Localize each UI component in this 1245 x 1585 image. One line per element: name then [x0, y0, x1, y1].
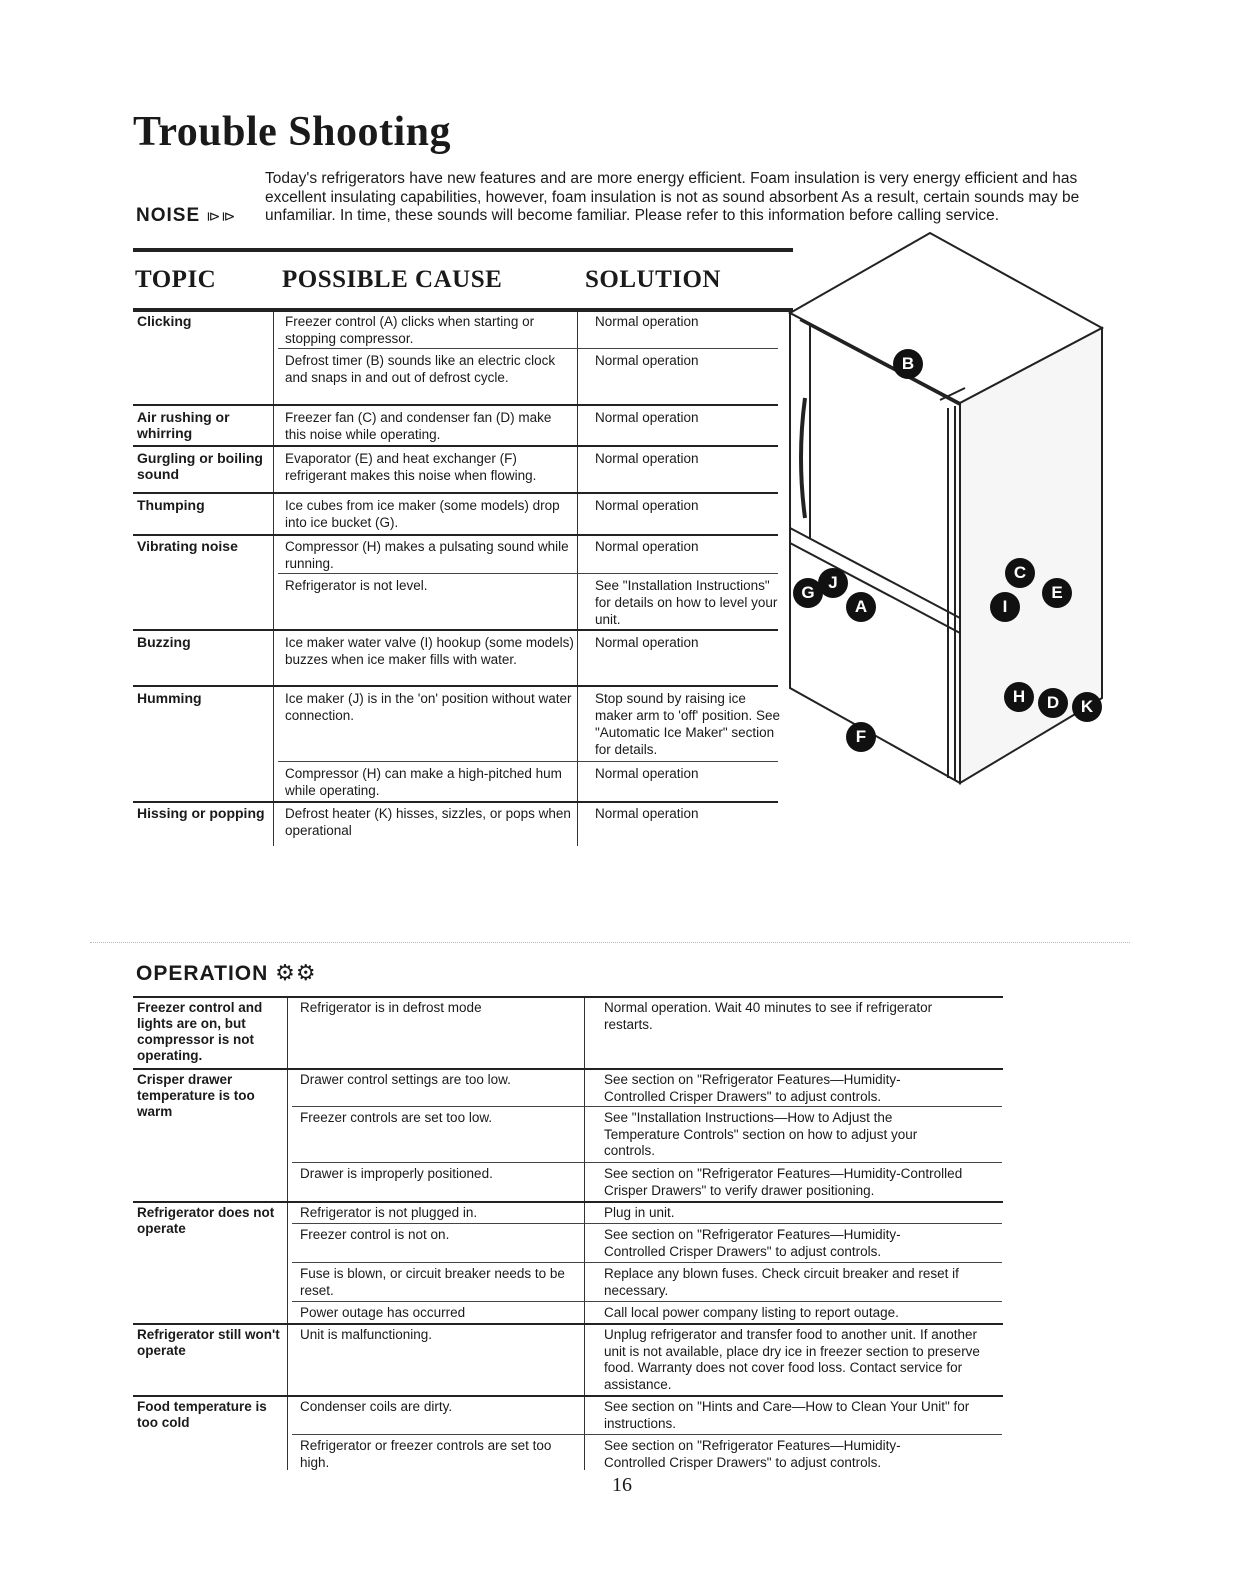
table-row-solution: Normal operation: [595, 451, 699, 466]
table-row-solution: Normal operation: [595, 635, 699, 650]
table-row-topic: Buzzing: [137, 634, 191, 650]
label-badge-b: B: [893, 349, 923, 379]
row-divider: [278, 573, 778, 574]
operation-section-heading: [136, 960, 317, 986]
table-row-solution: Unplug refrigerator and transfer food to another unit. If another unit is not available, place dry ice in freezer section to preserve food. Warranty does not cover food loss. Contact service for assistance.: [604, 1327, 980, 1392]
row-divider: [133, 1068, 1003, 1070]
page-number: 16: [612, 1474, 632, 1496]
table-row-topic: Hissing or popping: [137, 805, 265, 821]
row-divider: [292, 1434, 1002, 1435]
table-row-cause: Evaporator (E) and heat exchanger (F) refrigerant makes this noise when flowing.: [285, 451, 537, 483]
row-divider: [133, 1323, 1003, 1325]
gears-icon: ⚙⚙: [275, 960, 317, 985]
intro-paragraph: Today's refrigerators have new features and are more energy efficient. Foam insulation is very energy efficient and has excellent insulating capabilities, however, foam insulation is not as sound absorbent As a result, certain sounds may be unfamiliar. In time, these sounds will become familiar. Please refer to this information before calling service.: [265, 170, 1080, 224]
table-row-solution: See section on "Refrigerator Features—Humidity-Controlled Crisper Drawers" to verify drawer positioning.: [604, 1166, 963, 1198]
table-row-topic: Thumping: [137, 497, 205, 513]
table-row-cause: Drawer control settings are too low.: [300, 1072, 511, 1087]
label-badge-g: G: [793, 578, 823, 608]
operation-label: OPERATION: [136, 962, 269, 985]
table-row-topic: Refrigerator still won't operate: [137, 1327, 280, 1358]
header-solution: SOLUTION: [585, 266, 721, 293]
column-divider: [577, 312, 578, 846]
row-divider: [292, 1301, 1002, 1302]
table-row-solution: See section on "Refrigerator Features—Humidity-Controlled Crisper Drawers" to adjust controls.: [604, 1227, 901, 1259]
table-row-solution: See section on "Hints and Care—How to Clean Your Unit" for instructions.: [604, 1399, 970, 1431]
row-divider: [133, 685, 778, 687]
table-row-cause: Refrigerator or freezer controls are set too high.: [300, 1438, 552, 1470]
row-divider: [278, 348, 778, 349]
label-badge-i: I: [990, 592, 1020, 622]
table-row-solution: Normal operation: [595, 353, 699, 368]
table-row-solution: Normal operation: [595, 806, 699, 821]
row-divider: [292, 1262, 1002, 1263]
table-row-cause: Refrigerator is in defrost mode: [300, 1000, 482, 1015]
row-divider: [292, 1223, 1002, 1224]
table-row-cause: Refrigerator is not level.: [285, 578, 428, 593]
row-divider: [133, 629, 778, 631]
header-cause: POSSIBLE CAUSE: [282, 266, 503, 293]
table-row-cause: Compressor (H) can make a high-pitched hum while operating.: [285, 766, 562, 798]
table-row-cause: Freezer control is not on.: [300, 1227, 450, 1242]
table-row-solution: Plug in unit.: [604, 1205, 675, 1220]
row-divider: [133, 404, 778, 406]
divider: [133, 996, 1003, 998]
table-row-cause: Ice cubes from ice maker (some models) drop into ice bucket (G).: [285, 498, 560, 530]
table-row-cause: Compressor (H) makes a pulsating sound while running.: [285, 539, 569, 571]
table-row-topic: Humming: [137, 690, 202, 706]
label-badge-k: K: [1072, 692, 1102, 722]
table-row-cause: Fuse is blown, or circuit breaker needs to be reset.: [300, 1266, 565, 1298]
table-row-cause: Freezer control (A) clicks when starting or stopping compressor.: [285, 314, 535, 346]
table-row-topic: Crisper drawer temperature is too warm: [137, 1072, 255, 1119]
divider: [133, 248, 793, 252]
row-divider: [133, 1201, 1003, 1203]
table-row-topic: Gurgling or boiling sound: [137, 450, 263, 482]
label-badge-a: A: [846, 592, 876, 622]
row-divider: [133, 534, 778, 536]
table-row-cause: Defrost heater (K) hisses, sizzles, or pops when operational: [285, 806, 571, 838]
divider: [133, 308, 793, 312]
table-row-solution: Normal operation: [595, 498, 699, 513]
table-row-cause: Ice maker (J) is in the 'on' position without water connection.: [285, 691, 572, 723]
table-row-solution: Normal operation: [595, 539, 699, 554]
label-badge-h: H: [1004, 682, 1034, 712]
table-row-topic: Food temperature is too cold: [137, 1399, 267, 1430]
row-divider: [292, 1162, 1002, 1163]
table-row-solution: Normal operation: [595, 314, 699, 329]
row-divider: [133, 445, 778, 447]
table-row-topic: Refrigerator does not operate: [137, 1205, 275, 1236]
table-row-cause: Power outage has occurred: [300, 1305, 466, 1320]
table-row-solution: See section on "Refrigerator Features—Humidity-Controlled Crisper Drawers" to adjust controls.: [604, 1438, 901, 1470]
table-row-solution: Normal operation: [595, 766, 699, 781]
noise-section-heading: [136, 205, 236, 227]
label-badge-e: E: [1042, 578, 1072, 608]
label-badge-j: J: [818, 568, 848, 598]
table-row-solution: See section on "Refrigerator Features—Humidity-Controlled Crisper Drawers" to adjust controls.: [604, 1072, 901, 1104]
table-row-cause: Freezer controls are set too low.: [300, 1110, 493, 1125]
row-divider: [278, 761, 778, 762]
page-title: Trouble Shooting: [133, 109, 452, 155]
table-row-solution: Replace any blown fuses. Check circuit breaker and reset if necessary.: [604, 1266, 959, 1298]
table-row-topic: Freezer control and lights are on, but compressor is not operating.: [137, 1000, 263, 1063]
table-row-solution: Normal operation. Wait 40 minutes to see if refrigerator restarts.: [604, 1000, 933, 1032]
table-row-solution: Normal operation: [595, 410, 699, 425]
table-row-cause: Condenser coils are dirty.: [300, 1399, 453, 1414]
table-row-solution: See "Installation Instructions—How to Adjust the Temperature Controls" section on how to adjust your controls.: [604, 1110, 918, 1158]
table-row-cause: Freezer fan (C) and condenser fan (D) make this noise while operating.: [285, 410, 552, 442]
divider: [90, 942, 1130, 943]
sound-waves-icon: ⧐⧐: [206, 208, 237, 224]
table-row-cause: Refrigerator is not plugged in.: [300, 1205, 478, 1220]
noise-label: NOISE: [136, 205, 201, 226]
label-badge-f: F: [846, 722, 876, 752]
table-row-topic: Vibrating noise: [137, 538, 238, 554]
table-row-cause: Drawer is improperly positioned.: [300, 1166, 493, 1181]
table-row-cause: Defrost timer (B) sounds like an electric clock and snaps in and out of defrost cycle.: [285, 353, 556, 385]
table-row-topic: Clicking: [137, 313, 192, 329]
row-divider: [133, 801, 778, 803]
table-row-topic: Air rushing or whirring: [137, 409, 230, 441]
row-divider: [133, 492, 778, 494]
row-divider: [292, 1106, 1002, 1107]
header-topic: TOPIC: [135, 266, 217, 293]
label-badge-c: C: [1005, 558, 1035, 588]
label-badge-d: D: [1038, 688, 1068, 718]
table-row-cause: Ice maker water valve (I) hookup (some models) buzzes when ice maker fills with water.: [285, 635, 574, 667]
table-row-cause: Unit is malfunctioning.: [300, 1327, 433, 1342]
column-divider: [273, 312, 274, 846]
row-divider: [133, 1395, 1003, 1397]
table-row-solution: Call local power company listing to report outage.: [604, 1305, 899, 1320]
table-row-solution: Stop sound by raising ice maker arm to 'off' position. See "Automatic Ice Maker" section for details.: [595, 691, 780, 757]
table-row-solution: See "Installation Instructions" for details on how to level your unit.: [595, 578, 778, 627]
